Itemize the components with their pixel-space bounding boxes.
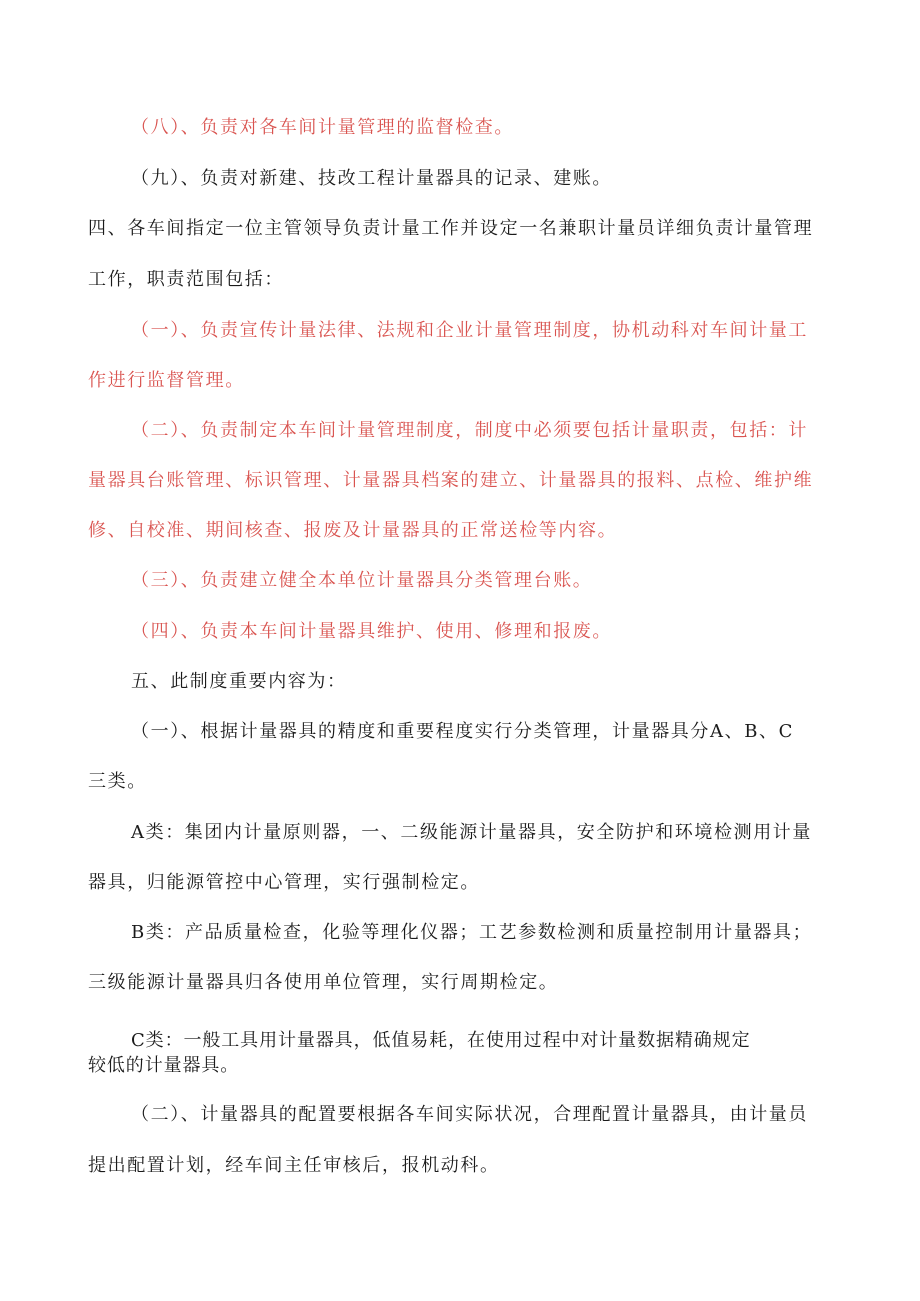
paragraph-line: 提出配置计划，经车间主任审核后，报机动科。 — [88, 1155, 500, 1176]
paragraph-line: （九）、负责对新建、技改工程计量器具的记录、建账。 — [131, 168, 612, 189]
paragraph-line: 器具，归能源管控中心管理，实行强制检定。 — [88, 872, 480, 893]
paragraph-line: 三类。 — [88, 771, 147, 792]
paragraph-line: 三级能源计量器具归各使用单位管理，实行周期检定。 — [88, 972, 559, 993]
paragraph-line: B类：产品质量检查，化验等理化仪器；工艺参数检测和质量控制用计量器具； — [131, 922, 813, 943]
paragraph-line: 作进行监督管理。 — [88, 370, 245, 391]
paragraph-line: （二）、负责制定本车间计量管理制度，制度中必须要包括计量职责，包括：计 — [131, 420, 808, 441]
paragraph-line: （三）、负责建立健全本单位计量器具分类管理台账。 — [131, 570, 593, 591]
paragraph-line: （一）、负责宣传计量法律、法规和企业计量管理制度，协机动科对车间计量工 — [131, 320, 808, 341]
paragraph-line: （八）、负责对各车间计量管理的监督检查。 — [131, 117, 514, 138]
paragraph-line: C类：一般工具用计量器具，低值易耗，在使用过程中对计量数据精确规定 — [131, 1030, 751, 1051]
paragraph-line: 较低的计量器具。 — [88, 1055, 240, 1076]
paragraph-line: 量器具台账管理、标识管理、计量器具档案的建立、计量器具的报料、点检、维护维 — [88, 470, 814, 491]
paragraph-line: （一）、根据计量器具的精度和重要程度实行分类管理，计量器具分A、B、C — [131, 721, 794, 742]
paragraph-line: 工作，职责范围包括： — [88, 269, 284, 290]
paragraph-line: 五、此制度重要内容为： — [131, 671, 347, 692]
paragraph-line: 修、自校准、期间核查、报废及计量器具的正常送检等内容。 — [88, 520, 618, 541]
paragraph-line: A类：集团内计量原则器，一、二级能源计量器具，安全防护和环境检测用计量 — [131, 822, 812, 843]
paragraph-line: （四）、负责本车间计量器具维护、使用、修理和报废。 — [131, 621, 612, 642]
paragraph-line: （二）、计量器具的配置要根据各车间实际状况，合理配置计量器具，由计量员 — [131, 1104, 808, 1125]
paragraph-line: 四、各车间指定一位主管领导负责计量工作并设定一名兼职计量员详细负责计量管理 — [88, 218, 814, 239]
